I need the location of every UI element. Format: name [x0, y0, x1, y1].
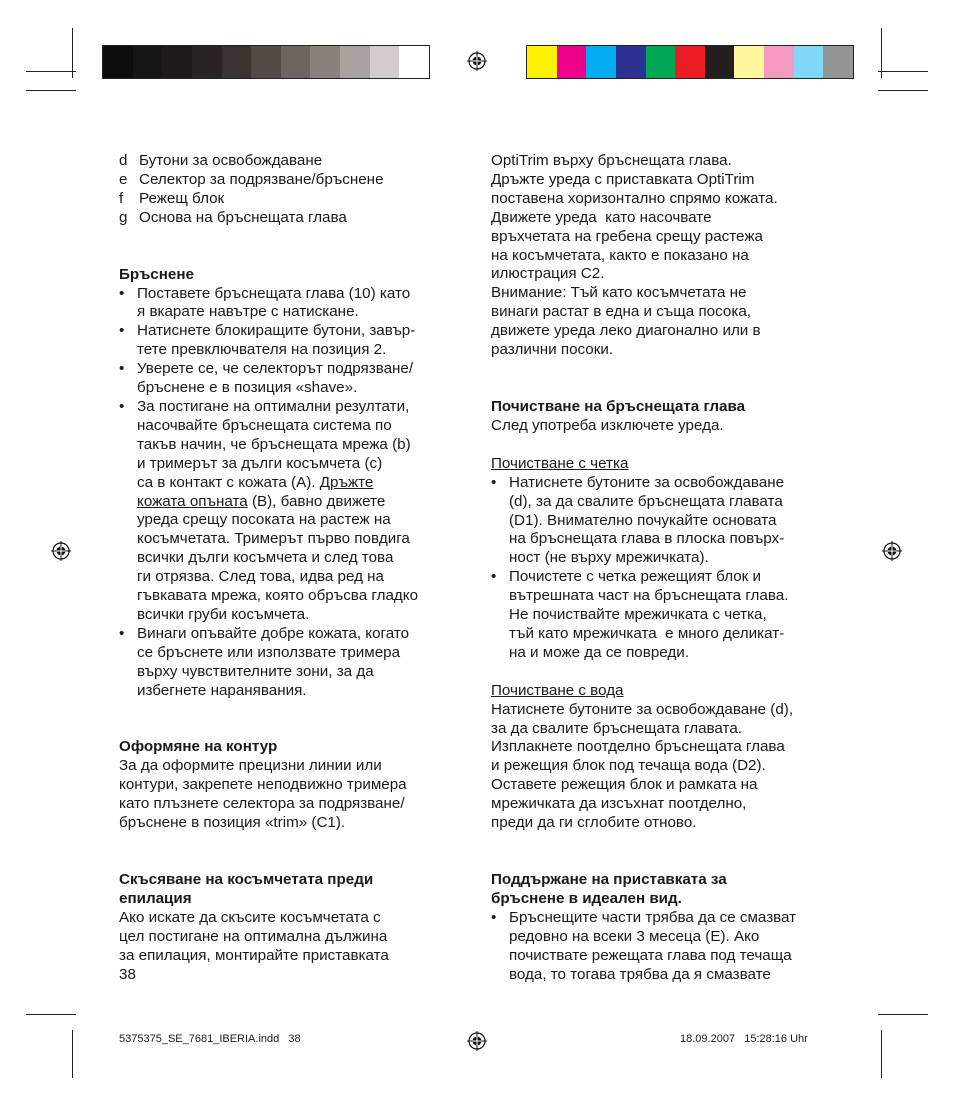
footer-timestamp: 18.09.2007 15:28:16 Uhr [680, 1033, 808, 1045]
color-swatch [103, 46, 133, 78]
crop-mark [26, 90, 76, 91]
color-swatch [281, 46, 311, 78]
color-swatch [340, 46, 370, 78]
bullet-item: • Натиснете блокиращите бутони, завър- тете превключвателя на позиция 2. [119, 322, 416, 359]
section-heading: Бръснене [119, 265, 194, 283]
section-heading: Поддържане на приставката за [491, 871, 727, 888]
color-swatch [616, 46, 646, 78]
registration-mark-icon [882, 541, 902, 561]
section-heading: Скъсяване на косъмчетата преди [119, 871, 374, 888]
legend-item: d Бутони за освобождаване [119, 152, 323, 169]
right-column: OptiTrim върху бръснещата глава. Дръжте уреда с приставката OptiTrim поставена хоризонтално спрямо кожата. Движете уреда като насочвате връхчетата на гребена срещу растежа на косъмчетата, както е показано на илюстрация C2. Внимание: Тъй като косъмчетата не винаги растат в една и съща посока, движете уреда леко диагонално или в различни посоки. Почистване на бръснещата глава След употреба изключете уреда. Почистване с четка • Натиснете бутоните за освобождаване (d), за да свалите бръснещата главата (D1). Внимателно почукайте основата на бръснещата глава в плоска повърх- ност (не върху мрежичката). • Почистете с четка режещият блок и вътрешната част на бръснещата глава. Не почиствайте мрежичката с четка, тъй като мрежичката е много деликат- на и може да се повреди. Почистване с вода Натиснете бутоните за освобождаване (d), за да свалите бръснещата главата. Изплакнете поотделно бръснещата глава и режещия блок под течаща вода (D2). Оставете режещия блок и рамката на мрежичката да изсъхнат поотделно, преди да ги сглобите отново. Поддържане на приставката за бръснене в идеален вид. • Бръснещите части трябва да се смазват редовно на всеки 3 месеца (E). Ако почиствате режещата глава под течаща вода, то тогава трябва да я смазвате [491, 152, 851, 984]
legend-item: f Режещ блок [119, 189, 225, 207]
crop-mark [881, 1030, 882, 1078]
bullet-item: • Натиснете бутоните за освобождаване (d), за да свалите бръснещата главата (D1). Внимателно почукайте основата на бръснещата глава в плоска повърх- ност (не върху мрежичката). [491, 473, 785, 567]
color-swatch [646, 46, 676, 78]
left-column: d Бутони за освобождаване e Селектор за подрязване/бръснене f Режещ блок g Основа на бръснещата глава Бръснене • Поставете бръснещата глава (10) като я вкарате навътре с натискане. • Натиснете блокиращите бутони, завър- тете превключвателя на позиция 2. • Уверете се, че селекторът подрязване/ бръснене е в позиция «shave». • За постигане на оптимални резултати, насочвайте бръснещата система по такъв начин, че бръснещата мрежа (b) и тримерът за дълги косъмчета (c) са в контакт с кожата (A). Дръжте кожата опъната (B), бавно движете уреда срещу посоката на растеж на косъмчетата. Тримерът първо повдига всички дълги косъмчета и след това ги отрязва. След това, идва ред на гъвкавата мрежа, която обръсва гладко всички груби косъмчета. • Винаги опъвайте добре кожата, когато се бръснете или използвате тримера върху чувствителните зони, за да избегнете наранявания. Оформяне на контур За да оформите прецизни линии или контури, закрепете неподвижно тримера като плъзнете селектора за подрязване/ бръснене в позиция «trim» (C1). Скъсяване на косъмчетата преди епилация Ако искате да скъсите косъмчетата с цел постигане на оптимална дължина за епилация, монтирайте приставката 38 [119, 152, 469, 984]
registration-mark-icon [467, 1031, 487, 1051]
color-swatch [399, 46, 429, 78]
color-swatch [251, 46, 281, 78]
grayscale-bar [102, 45, 430, 79]
color-swatch [734, 46, 764, 78]
legend-item: g Основа на бръснещата глава [119, 208, 347, 226]
color-swatch [192, 46, 222, 78]
crop-mark [878, 90, 928, 91]
section-heading: Оформяне на контур [119, 738, 278, 756]
bullet-item: • Винаги опъвайте добре кожата, когато се бръснете или използвате тримера върху чувствителните зони, за да избегнете наранявания. [119, 624, 410, 699]
color-swatch [586, 46, 616, 78]
registration-mark-icon [51, 541, 71, 561]
color-swatch [222, 46, 252, 78]
color-swatch [133, 46, 163, 78]
color-swatch [162, 46, 192, 78]
color-swatch [370, 46, 400, 78]
bullet-item: • Уверете се, че селекторът подрязване/ бръснене е в позиция «shave». [119, 360, 414, 397]
color-swatch [310, 46, 340, 78]
page-number: 38 [119, 965, 136, 983]
crop-mark [26, 71, 76, 72]
crop-mark [26, 1014, 76, 1015]
color-swatch [675, 46, 705, 78]
color-bar [526, 45, 854, 79]
color-swatch [823, 46, 853, 78]
color-swatch [794, 46, 824, 78]
registration-mark-icon [467, 51, 487, 71]
color-swatch [705, 46, 735, 78]
color-swatch [557, 46, 587, 78]
color-swatch [527, 46, 557, 78]
bullet-item: • Почистете с четка режещият блок и вътрешната част на бръснещата глава. Не почиствайте мрежичката с четка, тъй като мрежичката е много деликат- на и може да се повреди. [491, 568, 789, 661]
subsection-heading: Почистване с четка [491, 454, 629, 472]
crop-mark [878, 1014, 928, 1015]
crop-mark [72, 1030, 73, 1078]
color-swatch [764, 46, 794, 78]
footer-file-info: 5375375_SE_7681_IBERIA.indd 38 [119, 1033, 301, 1045]
crop-mark [878, 71, 928, 72]
bullet-item: • Бръснещите части трябва да се смазват редовно на всеки 3 месеца (E). Ако почиствате режещата глава под течаща вода, то тогава трябва да я смазвате [491, 908, 797, 983]
section-heading: Почистване на бръснещата глава [491, 397, 746, 415]
legend-item: e Селектор за подрязване/бръснене [119, 170, 384, 188]
subsection-heading: Почистване с вода [491, 681, 624, 699]
bullet-item: • Поставете бръснещата глава (10) като я вкарате навътре с натискане. [119, 284, 411, 321]
bullet-item: • За постигане на оптимални резултати, насочвайте бръснещата система по такъв начин, че бръснещата мрежа (b) и тримерът за дълги косъмчета (c) са в контакт с кожата (A). Дръжте кожата опъната (B), бавно движете уреда срещу посоката на растеж на косъмчетата. Тримерът първо повдига всички дълги косъмчета и след това ги отрязва. След това, идва ред на гъвкавата мрежа, която обръсва гладко всички груби косъмчета. [119, 397, 419, 623]
